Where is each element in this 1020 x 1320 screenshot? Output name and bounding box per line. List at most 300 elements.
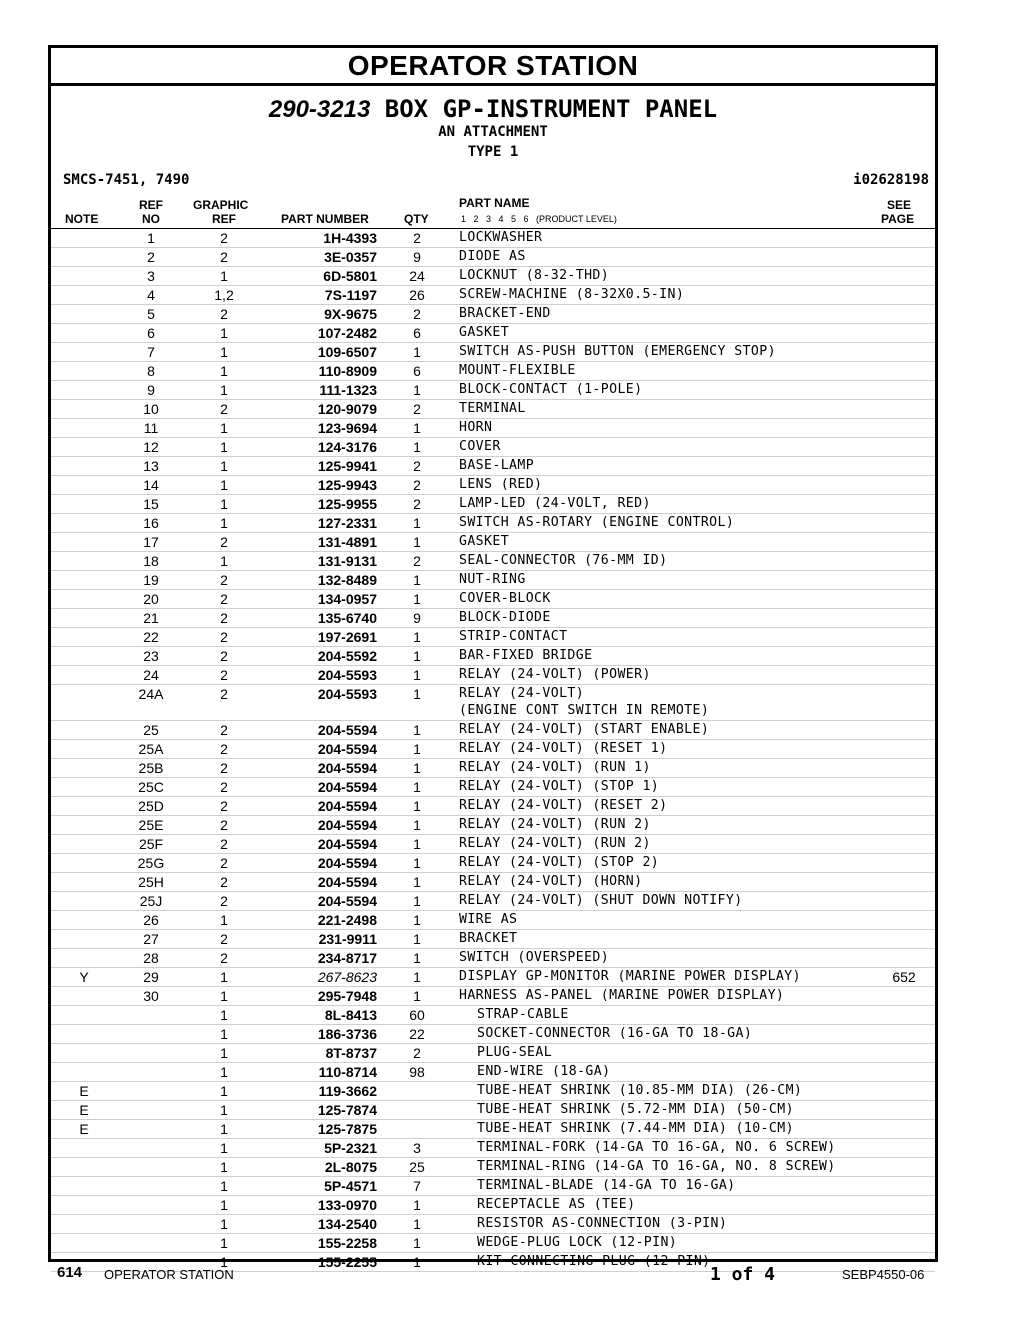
qty-cell: 1: [413, 591, 421, 607]
ref-no-cell: 22: [143, 629, 159, 645]
table-row: [51, 343, 935, 362]
graphic-ref-cell: 2: [220, 722, 228, 738]
part-number-cell[interactable]: 204-5594: [317, 836, 377, 852]
table-row: [51, 816, 935, 835]
graphic-ref-cell: 1: [220, 1197, 228, 1213]
part-number-cell[interactable]: 7S-1197: [324, 287, 377, 303]
part-name-cell: STRAP-CABLE: [477, 1007, 569, 1022]
ref-no-cell: 29: [143, 969, 159, 985]
part-name-cell: RELAY (24-VOLT) (ENGINE CONT SWITCH IN REMOTE): [459, 686, 710, 718]
qty-cell: 1: [413, 988, 421, 1004]
group-name: BOX GP-INSTRUMENT PANEL: [384, 95, 718, 123]
qty-cell: 9: [413, 610, 421, 626]
qty-cell: 1: [413, 912, 421, 928]
qty-cell: 22: [409, 1026, 425, 1042]
qty-cell: 1: [413, 893, 421, 909]
table-row: [51, 628, 935, 647]
part-number-cell[interactable]: 234-8717: [317, 950, 377, 966]
graphic-ref-cell: 2: [220, 779, 228, 795]
qty-cell: 1: [413, 572, 421, 588]
graphic-ref-cell: 1: [220, 325, 228, 341]
table-row: [51, 949, 935, 968]
part-name-cell: TERMINAL-BLADE (14-GA TO 16-GA): [477, 1178, 736, 1193]
ref-no-cell: 25: [143, 722, 159, 738]
graphic-ref-cell: 2: [220, 931, 228, 947]
table-row: [51, 1158, 935, 1177]
graphic-ref-cell: 2: [220, 836, 228, 852]
part-name-cell: PLUG-SEAL: [477, 1045, 553, 1060]
graphic-ref-cell: 2: [220, 667, 228, 683]
part-name-cell: SCREW-MACHINE (8-32X0.5-IN): [459, 287, 685, 302]
part-name-cell: SOCKET-CONNECTOR (16-GA TO 18-GA): [477, 1026, 753, 1041]
ref-no-cell: 19: [143, 572, 159, 588]
qty-cell: 1: [413, 760, 421, 776]
col-ref-bottom: NO: [142, 212, 160, 226]
ref-no-cell: 5: [147, 306, 155, 322]
part-number-cell[interactable]: 155-2255: [317, 1254, 377, 1270]
ref-no-cell: 10: [143, 401, 159, 417]
qty-cell: 1: [413, 667, 421, 683]
ref-no-cell: 25J: [139, 893, 163, 909]
part-number-cell[interactable]: 231-9911: [318, 931, 377, 947]
table-row: [51, 647, 935, 666]
part-name-cell: GASKET: [459, 325, 510, 340]
qty-cell: 6: [413, 325, 421, 341]
ref-no-cell: 8: [147, 363, 155, 379]
qty-cell: 1: [413, 931, 421, 947]
table-row: [51, 1101, 935, 1120]
graphic-ref-cell: 2: [220, 893, 228, 909]
part-name-cell: DISPLAY GP-MONITOR (MARINE POWER DISPLAY): [459, 969, 801, 984]
table-row: [51, 381, 935, 400]
attachment-label: AN ATTACHMENT: [438, 124, 548, 140]
ref-no-cell: 6: [147, 325, 155, 341]
part-number-cell[interactable]: 123-9694: [317, 420, 377, 436]
table-row: [51, 590, 935, 609]
qty-cell: 1: [413, 950, 421, 966]
part-name-cell: RELAY (24-VOLT) (RESET 2): [459, 798, 668, 813]
part-number-cell[interactable]: 120-9079: [317, 401, 377, 417]
qty-cell: 1: [413, 1216, 421, 1232]
qty-cell: 2: [413, 230, 421, 246]
table-row: [51, 305, 935, 324]
table-row: [51, 1215, 935, 1234]
graphic-ref-cell: 1: [220, 1216, 228, 1232]
part-number-cell[interactable]: 3E-0357: [324, 249, 377, 265]
part-number-cell[interactable]: 1H-4393: [323, 230, 377, 246]
parts-list-frame: [48, 45, 938, 1270]
part-number-cell[interactable]: 131-9131: [317, 553, 377, 569]
part-number-cell[interactable]: 221-2498: [317, 912, 377, 928]
qty-cell: 26: [409, 287, 425, 303]
table-row: [51, 721, 935, 740]
qty-cell: 1: [413, 817, 421, 833]
part-number-cell[interactable]: 9X-9675: [324, 306, 377, 322]
part-name-cell: DIODE AS: [459, 249, 526, 264]
qty-cell: 1: [413, 855, 421, 871]
part-number-cell[interactable]: 107-2482: [317, 325, 377, 341]
ref-no-cell: 26: [143, 912, 159, 928]
part-number-cell[interactable]: 111-1323: [319, 382, 377, 398]
col-product-level: 1 2 3 4 5 6 (PRODUCT LEVEL): [461, 214, 617, 224]
qty-cell: 1: [413, 420, 421, 436]
graphic-ref-cell: 1: [220, 553, 228, 569]
ref-no-cell: 25G: [137, 855, 165, 871]
page-footer: [0, 1264, 1020, 1288]
ref-no-cell: 1: [147, 230, 155, 246]
part-name-cell: RELAY (24-VOLT) (POWER): [459, 667, 651, 682]
part-name-cell: BRACKET: [459, 931, 518, 946]
graphic-ref-cell: 2: [220, 798, 228, 814]
part-number-cell[interactable]: 204-5594: [317, 722, 377, 738]
part-name-cell: RELAY (24-VOLT) (RUN 2): [459, 836, 651, 851]
table-row: [51, 1196, 935, 1215]
qty-cell: 1: [413, 648, 421, 664]
qty-cell: 6: [413, 363, 421, 379]
table-row: [51, 1120, 935, 1139]
part-number-cell[interactable]: 204-5593: [317, 667, 377, 683]
ref-no-cell: 13: [143, 458, 159, 474]
qty-cell: 1: [413, 836, 421, 852]
table-row: [51, 930, 935, 949]
table-row: [51, 286, 935, 305]
col-qty: QTY: [404, 212, 429, 226]
qty-cell: 1: [413, 382, 421, 398]
qty-cell: 2: [413, 496, 421, 512]
graphic-ref-cell: 1: [220, 1254, 228, 1270]
see-page-cell[interactable]: 652: [892, 969, 916, 985]
graphic-ref-cell: 2: [220, 817, 228, 833]
part-name-cell: NUT-RING: [459, 572, 526, 587]
part-name-cell: END-WIRE (18-GA): [477, 1064, 611, 1079]
part-name-cell: RELAY (24-VOLT) (HORN): [459, 874, 643, 889]
graphic-ref-cell: 2: [220, 610, 228, 626]
table-row: [51, 267, 935, 286]
footer-page-number: 614: [57, 1264, 83, 1281]
group-header: [51, 86, 935, 194]
ref-no-cell: 2: [147, 249, 155, 265]
graphic-ref-cell: 1: [220, 988, 228, 1004]
part-name-cell: KIT-CONNECTING PLUG (12-PIN): [477, 1254, 711, 1269]
part-name-cell: TUBE-HEAT SHRINK (10.85-MM DIA) (26-CM): [477, 1083, 803, 1098]
table-row: [51, 324, 935, 343]
col-note: NOTE: [65, 212, 99, 226]
footer-document-id: SEBP4550-06: [842, 1267, 925, 1282]
type-label: TYPE 1: [467, 144, 519, 160]
graphic-ref-cell: 2: [220, 230, 228, 246]
part-name-cell: RELAY (24-VOLT) (STOP 2): [459, 855, 660, 870]
table-row: [51, 1025, 935, 1044]
part-name-cell: WEDGE-PLUG LOCK (12-PIN): [477, 1235, 678, 1250]
qty-cell: 1: [413, 741, 421, 757]
table-row: [51, 759, 935, 778]
part-number-cell[interactable]: 119-3662: [318, 1083, 377, 1099]
table-row: [51, 1234, 935, 1253]
graphic-ref-cell: 1: [220, 1064, 228, 1080]
part-name-cell: RESISTOR AS-CONNECTION (3-PIN): [477, 1216, 728, 1231]
part-number-cell[interactable]: 109-6507: [317, 344, 377, 360]
table-row: [51, 987, 935, 1006]
table-row: [51, 514, 935, 533]
part-number-cell[interactable]: 204-5594: [317, 798, 377, 814]
graphic-ref-cell: 2: [220, 648, 228, 664]
part-number-cell[interactable]: 204-5594: [317, 855, 377, 871]
ref-no-cell: 11: [143, 420, 159, 436]
part-number-cell[interactable]: 110-8714: [318, 1064, 377, 1080]
part-number-cell[interactable]: 204-5594: [317, 817, 377, 833]
part-number-cell[interactable]: 204-5593: [317, 686, 377, 702]
graphic-ref-cell: 1,2: [214, 287, 234, 303]
part-number-cell[interactable]: 6D-5801: [323, 268, 377, 284]
graphic-ref-cell: 2: [220, 629, 228, 645]
part-number-cell[interactable]: 204-5592: [317, 648, 377, 664]
qty-cell: 1: [413, 969, 421, 985]
ref-no-cell: 23: [143, 648, 159, 664]
part-name-cell: RELAY (24-VOLT) (RUN 2): [459, 817, 651, 832]
table-row: [51, 685, 935, 721]
qty-cell: 98: [409, 1064, 425, 1080]
col-graphic-bottom: REF: [212, 212, 236, 226]
part-name-cell: HARNESS AS-PANEL (MARINE POWER DISPLAY): [459, 988, 785, 1003]
part-name-cell: SWITCH AS-ROTARY (ENGINE CONTROL): [459, 515, 735, 530]
note-cell: E: [79, 1083, 89, 1099]
col-part-number: PART NUMBER: [281, 212, 369, 226]
graphic-ref-cell: 2: [220, 401, 228, 417]
table-row: [51, 835, 935, 854]
part-name-cell: COVER: [459, 439, 501, 454]
graphic-ref-cell: 1: [220, 1007, 228, 1023]
table-row: [51, 1044, 935, 1063]
table-row: [51, 968, 935, 987]
part-number-cell[interactable]: 125-9941: [317, 458, 377, 474]
qty-cell: 1: [413, 686, 421, 702]
qty-cell: 3: [413, 1140, 421, 1156]
part-number-cell[interactable]: 134-2540: [317, 1216, 377, 1232]
ref-no-cell: 28: [143, 950, 159, 966]
col-ref-top: REF: [139, 198, 163, 212]
qty-cell: 1: [413, 779, 421, 795]
ref-no-cell: 3: [147, 268, 155, 284]
qty-cell: 1: [413, 1235, 421, 1251]
part-number-cell[interactable]: 110-8909: [318, 363, 377, 379]
table-row: [51, 495, 935, 514]
ref-no-cell: 24: [143, 667, 159, 683]
part-number-cell[interactable]: 125-9943: [317, 477, 377, 493]
qty-cell: 2: [413, 553, 421, 569]
table-row: [51, 248, 935, 267]
graphic-ref-cell: 1: [220, 969, 228, 985]
ref-no-cell: 30: [143, 988, 159, 1004]
part-name-cell: WIRE AS: [459, 912, 518, 927]
qty-cell: 25: [409, 1159, 425, 1175]
table-row: [51, 797, 935, 816]
part-number-cell[interactable]: 155-2258: [317, 1235, 377, 1251]
table-row: [51, 854, 935, 873]
qty-cell: 7: [413, 1178, 421, 1194]
ref-no-cell: 12: [143, 439, 159, 455]
table-row: [51, 740, 935, 759]
qty-cell: 24: [409, 268, 425, 284]
graphic-ref-cell: 1: [220, 1159, 228, 1175]
ref-no-cell: 17: [143, 534, 159, 550]
part-number-cell[interactable]: 5P-4571: [324, 1178, 377, 1194]
col-see-top: SEE: [887, 198, 912, 212]
ref-no-cell: 25E: [138, 817, 164, 833]
table-row: [51, 533, 935, 552]
graphic-ref-cell: 2: [220, 741, 228, 757]
part-name-cell: BAR-FIXED BRIDGE: [459, 648, 593, 663]
graphic-ref-cell: 1: [220, 363, 228, 379]
graphic-ref-cell: 1: [220, 420, 228, 436]
qty-cell: 1: [413, 722, 421, 738]
note-cell: E: [79, 1102, 89, 1118]
qty-cell: 2: [413, 477, 421, 493]
ref-no-cell: 9: [147, 382, 155, 398]
footer-section: OPERATOR STATION: [104, 1267, 234, 1282]
table-row: [51, 419, 935, 438]
column-headers: [51, 194, 935, 229]
graphic-ref-cell: 2: [220, 306, 228, 322]
graphic-ref-cell: 1: [220, 1121, 228, 1137]
graphic-ref-cell: 1: [220, 1178, 228, 1194]
part-number-cell[interactable]: 267-8623: [317, 969, 377, 985]
ref-no-cell: 25A: [138, 741, 164, 757]
ref-no-cell: 14: [143, 477, 159, 493]
part-name-cell: BRACKET-END: [459, 306, 551, 321]
table-row: [51, 609, 935, 628]
part-number-cell[interactable]: 133-0970: [317, 1197, 377, 1213]
graphic-ref-cell: 1: [220, 458, 228, 474]
table-row: [51, 457, 935, 476]
group-title: [51, 94, 935, 125]
part-number-cell[interactable]: 204-5594: [317, 893, 377, 909]
col-graphic-top: GRAPHIC: [193, 198, 249, 212]
table-row: [51, 1177, 935, 1196]
parts-table-body: [51, 229, 935, 1272]
graphic-ref-cell: 1: [220, 382, 228, 398]
qty-cell: 2: [413, 401, 421, 417]
part-number-cell[interactable]: 8L-8413: [324, 1007, 377, 1023]
qty-cell: 1: [413, 344, 421, 360]
part-name-cell: LAMP-LED (24-VOLT, RED): [459, 496, 651, 511]
graphic-ref-cell: 2: [220, 874, 228, 890]
graphic-ref-cell: 1: [220, 1102, 228, 1118]
part-name-cell: TUBE-HEAT SHRINK (5.72-MM DIA) (50-CM): [477, 1102, 794, 1117]
ref-no-cell: 18: [143, 553, 159, 569]
part-name-cell: BASE-LAMP: [459, 458, 535, 473]
part-number-cell[interactable]: 135-6740: [317, 610, 377, 626]
part-number-cell[interactable]: 125-7874: [317, 1102, 377, 1118]
note-cell: E: [79, 1121, 89, 1137]
table-row: [51, 362, 935, 381]
part-number-cell[interactable]: 127-2331: [317, 515, 377, 531]
part-number-cell[interactable]: 2L-8075: [324, 1159, 377, 1175]
ref-no-cell: 15: [143, 496, 159, 512]
part-number-cell[interactable]: 131-4891: [317, 534, 377, 550]
table-row: [51, 1063, 935, 1082]
part-name-cell: LOCKNUT (8-32-THD): [459, 268, 610, 283]
part-number-cell[interactable]: 125-9955: [317, 496, 377, 512]
part-name-cell: SWITCH (OVERSPEED): [459, 950, 610, 965]
col-part-name: PART NAME: [459, 196, 530, 210]
part-name-cell: TUBE-HEAT SHRINK (7.44-MM DIA) (10-CM): [477, 1121, 794, 1136]
part-number-cell[interactable]: 204-5594: [317, 779, 377, 795]
part-name-cell: BLOCK-DIODE: [459, 610, 551, 625]
qty-cell: 60: [409, 1007, 425, 1023]
part-number-cell[interactable]: 197-2691: [317, 629, 377, 645]
graphic-ref-cell: 1: [220, 268, 228, 284]
group-part-number[interactable]: 290-3213: [268, 96, 371, 123]
col-see-bottom: PAGE: [881, 212, 915, 226]
part-name-cell: COVER-BLOCK: [459, 591, 551, 606]
part-number-cell[interactable]: 8T-8737: [325, 1045, 377, 1061]
table-row: [51, 229, 935, 248]
ref-no-cell: 25F: [138, 836, 164, 852]
note-cell: Y: [79, 969, 89, 985]
ref-no-cell: 25D: [138, 798, 164, 814]
part-number-cell[interactable]: 134-0957: [317, 591, 377, 607]
part-name-cell: TERMINAL: [459, 401, 526, 416]
part-name-cell: BLOCK-CONTACT (1-POLE): [459, 382, 643, 397]
graphic-ref-cell: 1: [220, 344, 228, 360]
graphic-ref-cell: 2: [220, 686, 228, 702]
ref-no-cell: 24A: [138, 686, 164, 702]
graphic-ref-cell: 1: [220, 912, 228, 928]
qty-cell: 1: [413, 1197, 421, 1213]
table-row: [51, 400, 935, 419]
qty-cell: 1: [413, 515, 421, 531]
table-row: [51, 438, 935, 457]
table-row: [51, 1139, 935, 1158]
part-name-cell: SEAL-CONNECTOR (76-MM ID): [459, 553, 668, 568]
part-number-cell[interactable]: 204-5594: [317, 760, 377, 776]
part-number-cell[interactable]: 132-8489: [317, 572, 377, 588]
part-number-cell[interactable]: 204-5594: [317, 874, 377, 890]
table-row: [51, 476, 935, 495]
part-number-cell[interactable]: 295-7948: [317, 988, 377, 1004]
ref-no-cell: 21: [143, 610, 159, 626]
part-name-cell: RELAY (24-VOLT) (RUN 1): [459, 760, 651, 775]
graphic-ref-cell: 2: [220, 760, 228, 776]
part-number-cell[interactable]: 5P-2321: [324, 1140, 377, 1156]
part-number-cell[interactable]: 125-7875: [317, 1121, 377, 1137]
footer-page-of: 1 of 4: [710, 1264, 776, 1285]
table-row: [51, 873, 935, 892]
graphic-ref-cell: 1: [220, 1235, 228, 1251]
table-row: [51, 892, 935, 911]
part-name-cell: HORN: [459, 420, 493, 435]
part-number-cell[interactable]: 124-3176: [317, 439, 377, 455]
part-number-cell[interactable]: 186-3736: [317, 1026, 377, 1042]
table-row: [51, 911, 935, 930]
qty-cell: 1: [413, 798, 421, 814]
qty-cell: 1: [413, 874, 421, 890]
graphic-ref-cell: 2: [220, 855, 228, 871]
part-name-cell: STRIP-CONTACT: [459, 629, 568, 644]
ref-no-cell: 16: [143, 515, 159, 531]
graphic-ref-cell: 1: [220, 1045, 228, 1061]
part-number-cell[interactable]: 204-5594: [317, 741, 377, 757]
qty-cell: 2: [413, 306, 421, 322]
smcs-code: SMCS-7451, 7490: [63, 172, 190, 188]
graphic-ref-cell: 2: [220, 591, 228, 607]
graphic-ref-cell: 1: [220, 1026, 228, 1042]
part-name-cell: RECEPTACLE AS (TEE): [477, 1197, 636, 1212]
ref-no-cell: 25C: [138, 779, 164, 795]
qty-cell: 1: [413, 534, 421, 550]
part-name-cell: TERMINAL-FORK (14-GA TO 16-GA, NO. 6 SCREW): [477, 1140, 836, 1155]
graphic-ref-cell: 1: [220, 1083, 228, 1099]
